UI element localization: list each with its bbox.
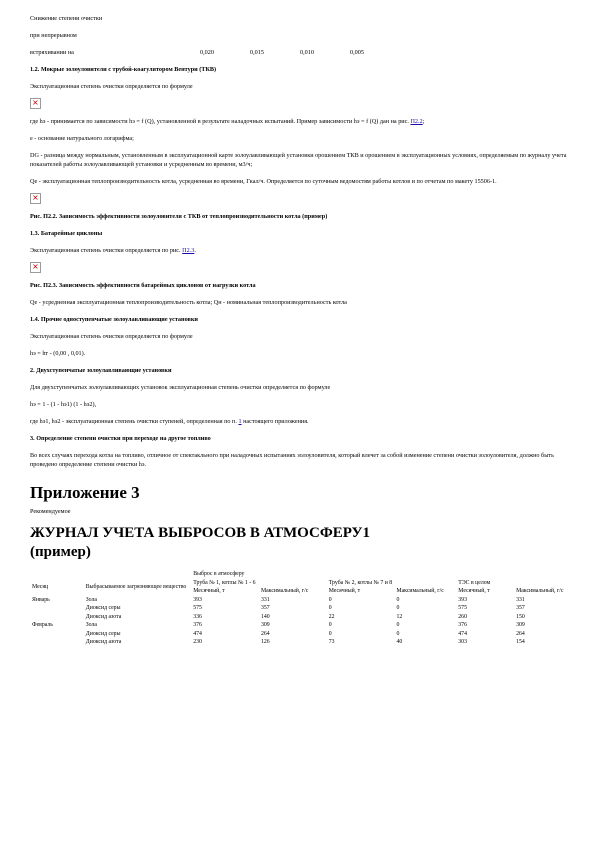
value-cell: 0 (396, 596, 400, 603)
paragraph: Эксплуатационная степень очистки определяется по формуле (30, 333, 193, 340)
paragraph: DG - разница между нормальным, установленным в эксплуатационной карте золоулавливающей установки орошением ТКВ и орошением в эксплуатационных условиях, определяемым по журналу учета показателей работы золоулавливающей установки и усредненным во времени, м3/ч; (30, 152, 567, 168)
value-cell: 309 (260, 622, 270, 628)
value-cell: 0 (328, 605, 332, 611)
month-cell (30, 604, 84, 613)
value-cell: 575 (193, 605, 202, 611)
value-cell: 140 (260, 613, 270, 620)
value-cell: 474 (458, 630, 467, 637)
value-cell: 0 (328, 596, 332, 603)
value-cell: 309 (516, 622, 525, 628)
formula: hэ = hт - (0,00 , 0,01). (30, 350, 86, 357)
reduction-value: 0,005 (350, 49, 364, 56)
substance-cell: Диоксид азота (85, 639, 122, 645)
reduction-value: 0,010 (300, 49, 314, 56)
broken-image-icon (30, 193, 41, 204)
table-header-cell: Максимальный, г/с (260, 588, 309, 594)
figure-caption: Рис. П2.3. Зависимость эффективности батарейных циклонов от нагрузки котла (30, 282, 256, 289)
month-cell (30, 630, 84, 639)
figure-link[interactable]: П2.2 (410, 118, 423, 125)
table-header-cell: Месяц (32, 583, 49, 590)
value-cell: 336 (193, 613, 202, 620)
table-header-cell: Максимальный, г/с (516, 588, 564, 594)
paragraph: Qе - усредненная эксплуатационная теплопроизводительность котла; Qн - номинальная теплопроизводительность котла (30, 299, 347, 306)
table-header-cell: Месячный, т (328, 588, 361, 594)
value-cell: 376 (193, 622, 202, 628)
journal-title: ЖУРНАЛ УЧЕТА ВЫБРОСОВ В АТМОСФЕРУ1 (пример) (30, 525, 371, 560)
value-cell: 0 (396, 622, 400, 628)
emissions-table (30, 570, 570, 647)
value-cell: 376 (458, 622, 467, 628)
paragraph: е - основание натурального логарифма; (30, 135, 134, 142)
section-heading: 1.2. Мокрые золоуловители с трубой-коагулятором Вентури (ТКВ) (30, 66, 217, 73)
intro-line: Снижение степени очистки (30, 15, 103, 22)
document-page (30, 14, 570, 647)
table-header-cell: Месячный, т (193, 588, 225, 594)
table-header-row (30, 579, 570, 588)
table-header-cell: Труба № 2, котлы № 7 и 8 (328, 579, 393, 586)
intro-line: при непрерывном (30, 32, 77, 39)
substance-cell: Зола (85, 596, 97, 603)
table-header-cell: ТЭС в целом (458, 579, 491, 586)
reduction-value: 0,020 (200, 49, 214, 56)
paragraph: Во всех случаях перехода котла на топливо, отличное от спектакльного при наладочных испытаниях золоуловителя, который влечет за собой изменение степени очистки золоуловителя, должно быть проведено определение степени очистки hэ. (30, 452, 554, 468)
paragraph: Эксплуатационная степень очистки определяется по рис. П2.3. (30, 247, 196, 254)
value-cell: 264 (516, 630, 525, 637)
broken-image-icon (30, 98, 41, 109)
value-cell: 12 (396, 613, 403, 620)
table-row (30, 638, 570, 647)
table-header-cell: Максимальный, г/с (396, 588, 444, 594)
month-cell (30, 613, 84, 622)
paragraph: где hэ1, hэ2 - эксплуатационная степень очистки ступеней, определенная по п. 1 настоящего приложения. (30, 418, 309, 425)
table-header-cell: Труба № 1, котлы № 1 - 6 (193, 579, 256, 586)
table-header-cell: Выбрасываемое загрязняющее вещество (85, 583, 187, 590)
value-cell: 357 (260, 605, 270, 611)
value-cell: 393 (458, 596, 467, 603)
value-cell: 474 (193, 630, 202, 637)
value-cell: 230 (193, 639, 202, 645)
section-heading: 3. Определение степени очистки при переходе на другое топливо (30, 435, 211, 442)
value-cell: 0 (328, 622, 332, 628)
intro-line: встряхивании на (30, 49, 74, 56)
figure-caption: Рис. П2.2. Зависимость эффективности золоуловителя с ТКВ от теплопроизводительности котла (пример) (30, 213, 328, 220)
table-row (30, 604, 570, 613)
table-row (30, 596, 570, 605)
broken-image-icon (30, 262, 41, 273)
table-header-cell: Месячный, т (458, 588, 490, 594)
figure-link[interactable]: П2.3 (182, 247, 195, 254)
reduction-value: 0,015 (250, 49, 264, 56)
month-cell (30, 638, 84, 647)
section-link[interactable]: 1 (238, 418, 242, 425)
value-cell: 150 (516, 613, 525, 620)
month-cell: Февраль (32, 622, 53, 628)
paragraph: Qе - эксплуатационная теплопроизводительность котла, усредненная во времени, Гкал/ч. Определяется по суточным ведомостям работы котлов и по отчетам по макету 15506-1. (30, 178, 497, 185)
substance-cell: Диоксид серы (85, 630, 121, 637)
month-cell: Январь (32, 596, 50, 603)
value-cell: 357 (516, 605, 525, 611)
section-heading: 1.4. Прочие одноступенчатые золоулавливающие установки (30, 316, 198, 323)
paragraph: Для двухступенчатых золоулавливающих установок эксплуатационная степень очистки определяется по формуле (30, 384, 331, 391)
value-cell: 73 (328, 639, 335, 645)
paragraph: где hэ - принимается по зависимости hэ = f (Q), установленной в результате наладочных испытаний. Пример зависимости hэ = f (Q) дан на рис. П2.2; (30, 118, 425, 125)
value-cell: 264 (260, 630, 270, 637)
value-cell: 0 (328, 630, 332, 637)
table-row (30, 613, 570, 622)
value-cell: 22 (328, 613, 335, 620)
table-header-row (30, 570, 570, 579)
value-cell: 40 (396, 639, 403, 645)
intro-values-row (30, 48, 570, 57)
appendix-subtitle: Рекомендуемое (30, 508, 71, 515)
value-cell: 393 (193, 596, 202, 603)
section-heading: 1.3. Батарейные циклоны (30, 230, 103, 237)
table-row (30, 621, 570, 630)
value-cell: 575 (458, 605, 467, 611)
value-cell: 331 (260, 596, 270, 603)
value-cell: 260 (458, 613, 467, 620)
value-cell: 154 (516, 639, 525, 645)
table-row (30, 630, 570, 639)
substance-cell: Диоксид азота (85, 613, 122, 620)
value-cell: 0 (396, 630, 400, 637)
value-cell: 126 (260, 639, 270, 645)
paragraph: Эксплуатационная степень очистки определяется по формуле (30, 83, 193, 90)
value-cell: 331 (516, 596, 525, 603)
substance-cell: Зола (85, 622, 97, 628)
value-cell: 303 (458, 639, 467, 645)
table-group-header: Выброс в атмосферу (193, 571, 245, 577)
appendix-title: Приложение 3 (30, 483, 140, 502)
value-cell: 0 (396, 605, 400, 611)
section-heading: 2. Двухступенчатые золоулавливающие установки (30, 367, 172, 374)
substance-cell: Диоксид серы (85, 605, 121, 611)
formula: hэ = 1 - (1 - hэ1) (1 - hэ2), (30, 401, 97, 408)
